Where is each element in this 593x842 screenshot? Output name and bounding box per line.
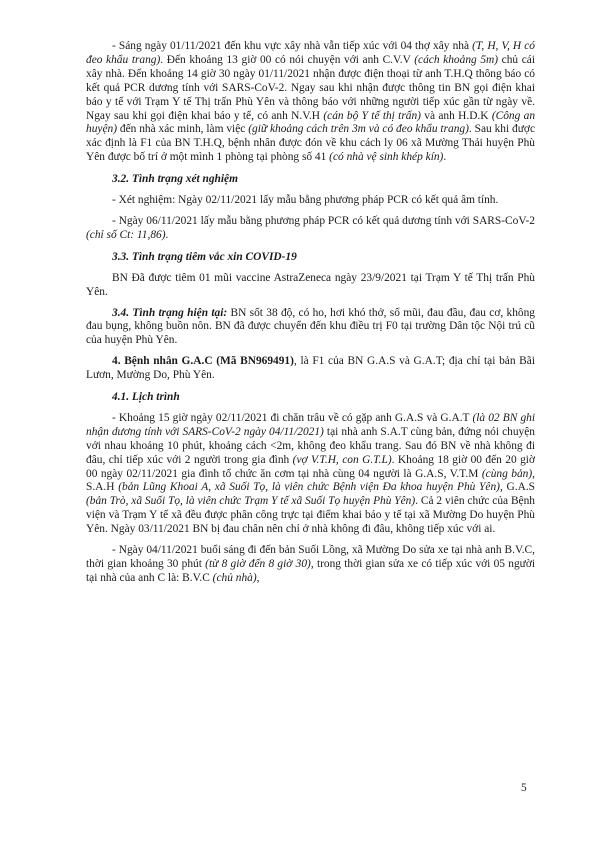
italic-note: (có nhà vệ sinh khép kín) [329, 151, 444, 164]
italic-note: (chỉ số Ct: 11,86) [86, 228, 166, 241]
italic-note: (giữ khoảng cách trên 3m và có đeo khẩu trang) [248, 123, 469, 136]
heading-4-1: 4.1. Lịch trình [112, 391, 180, 404]
text-run: . [443, 151, 447, 164]
text-run: . [165, 228, 169, 241]
italic-note: (vợ V.T.H, con G.T.L) [292, 453, 392, 466]
paragraph-schedule-2 [86, 544, 535, 586]
paragraph-patient-4 [86, 355, 535, 383]
text-run: - Khoảng 15 giờ ngày 02/11/2021 đi chăn trâu về có gặp anh G.A.S và G.A.T [112, 411, 473, 424]
paragraph-current-status [86, 307, 535, 349]
heading-3-2: 3.2. Tình trạng xét nghiệm [112, 173, 238, 186]
text-run: , là F1 của BN G.A.S và G.A.T; địa chỉ tại bản Bãi Lươn, Mường Do, Phù Yên. [86, 355, 535, 382]
text-run: tại nhà anh S.A.T cùng bản, đứng nói chuyện với nhau khoảng 10 phút, khoảng cách <2m, không đeo khẩu trang. Sau đó BN về nhà không đi đâu, chỉ tiếp xúc với 2 người trong gia đình [86, 425, 535, 466]
italic-note: (cách khoảng 5m) [414, 53, 499, 66]
page-number: 5 [521, 782, 527, 794]
italic-note: (cán bộ Y tế thị trấn) [323, 109, 421, 122]
paragraph-test-2 [86, 215, 535, 243]
paragraph-test-1: - Xét nghiệm: Ngày 02/11/2021 lấy mẫu bằng phương pháp PCR có kết quả âm tính. [112, 194, 499, 207]
paragraph-timeline-nov1 [86, 40, 535, 165]
paragraph-schedule-1 [86, 412, 535, 537]
italic-note: (bản Trò, xã Suối Tọ, là viên chức Trạm Y tế xã Suối Tọ huyện Phù Yên) [86, 495, 416, 508]
text-run: , S.A.H [86, 467, 535, 494]
italic-note: (từ 8 giờ đến 8 giờ 30) [205, 558, 311, 570]
text-run: , trong thời gian sửa xe có tiếp xúc với 05 người tại nhà của anh C là: B.V.C [86, 558, 536, 584]
heading-3-3: 3.3. Tình trạng tiêm vắc xin COVID-19 [112, 250, 297, 263]
text-run: - Ngày 04/11/2021 buổi sáng đi đến bản Suối Lồng, xã Mường Do sửa xe tại nhà anh B.V.C, thời gian khoảng 30 phút [86, 544, 535, 570]
text-run: , [256, 571, 260, 584]
text-run: - Ngày 06/11/2021 lấy mẫu bằng phương pháp PCR có kết quả dương tính với SARS-CoV-2 [112, 214, 535, 227]
paragraph-vaccine: BN Đã được tiêm 01 mũi vaccine AstraZeneca ngày 23/9/2021 tại Trạm Y tế Thị trấn Phù Yên. [86, 271, 535, 298]
italic-note: (cùng bản) [481, 467, 533, 480]
document-page [86, 40, 535, 586]
text-run: . Sau khi được xác định là F1 của BN T.H.Q, bệnh nhân được đón về khu cách ly 06 xã Mường Thải huyện Phù Yên được bố trí ở một mình 1 phòng tại phòng số 41 [86, 123, 535, 164]
text-run: đến nhà xác minh, làm việc [117, 123, 249, 136]
heading-4: 4. Bệnh nhân G.A.C (Mã BN969491) [112, 355, 294, 368]
italic-note: (Công an huyện) [86, 109, 536, 136]
text-run: - Sáng ngày 01/11/2021 đến khu vực xây nhà vẫn tiếp xúc với 04 thợ xây nhà [112, 40, 473, 52]
text-run: . Cả 2 viên chức của Bệnh viện và Trạm Y tế xã đều được phân công trực tại điểm khai báo y tế tại xã Mường Do huyện Phù Yên. Ngày 03/11/2021 BN bị đau chân nên chỉ ở nhà không đi đâu, không tiếp xúc với ai. [86, 495, 535, 536]
italic-note: (T, H, V, H có đeo khẩu trang) [86, 40, 535, 66]
text-run: . Đến khoảng 13 giờ 00 có nói chuyện với anh C.V.V [160, 53, 415, 66]
italic-note: (là 02 BN ghi nhận dương tính với SARS-CoV-2 ngày 04/11/2021) [86, 411, 536, 438]
text-run: chủ cái xây nhà. Đến khoảng 14 giờ 30 ngày 01/11/2021 nhận được điện thoại từ anh T.H.Q thông báo có kết quả PCR dương tính với SARS-CoV-2. Ngay sau khi nhận được thông tin BN gọi điện khai báo y tế với Trạm Y tế Thị trấn Phù Yên và thông báo với những người tiếp xúc gần từ ngày về. Ngay sau khi gọi điện khai báo y tế, có anh N.V.H [86, 53, 535, 122]
text-run: , G.A.S [499, 481, 535, 494]
italic-note: (chủ nhà) [212, 571, 257, 584]
italic-note: (bản Lũng Khoai A, xã Suối Tọ, là viên chức Bệnh viện Đa khoa huyện Phù Yên) [118, 481, 500, 494]
text-run: . Khoảng 18 giờ 00 đến 20 giờ 00 ngày 02/11/2021 gia đình tổ chức ăn cơm tại nhà cùng 04 người là G.A.S, V.T.M [86, 453, 535, 480]
text-run: và anh H.D.K [420, 109, 492, 122]
heading-3-4: 3.4. Tình trạng hiện tại: [112, 306, 228, 319]
text-run: BN sốt 38 độ, có ho, hơi khó thở, sổ mũi, đau đầu, đau cơ, không đau bụng, không buồn nôn. BN đã được chuyển đến khu điều trị F0 tại trường Dân tộc Nội trú cũ của huyện Phù Yên. [86, 306, 535, 347]
